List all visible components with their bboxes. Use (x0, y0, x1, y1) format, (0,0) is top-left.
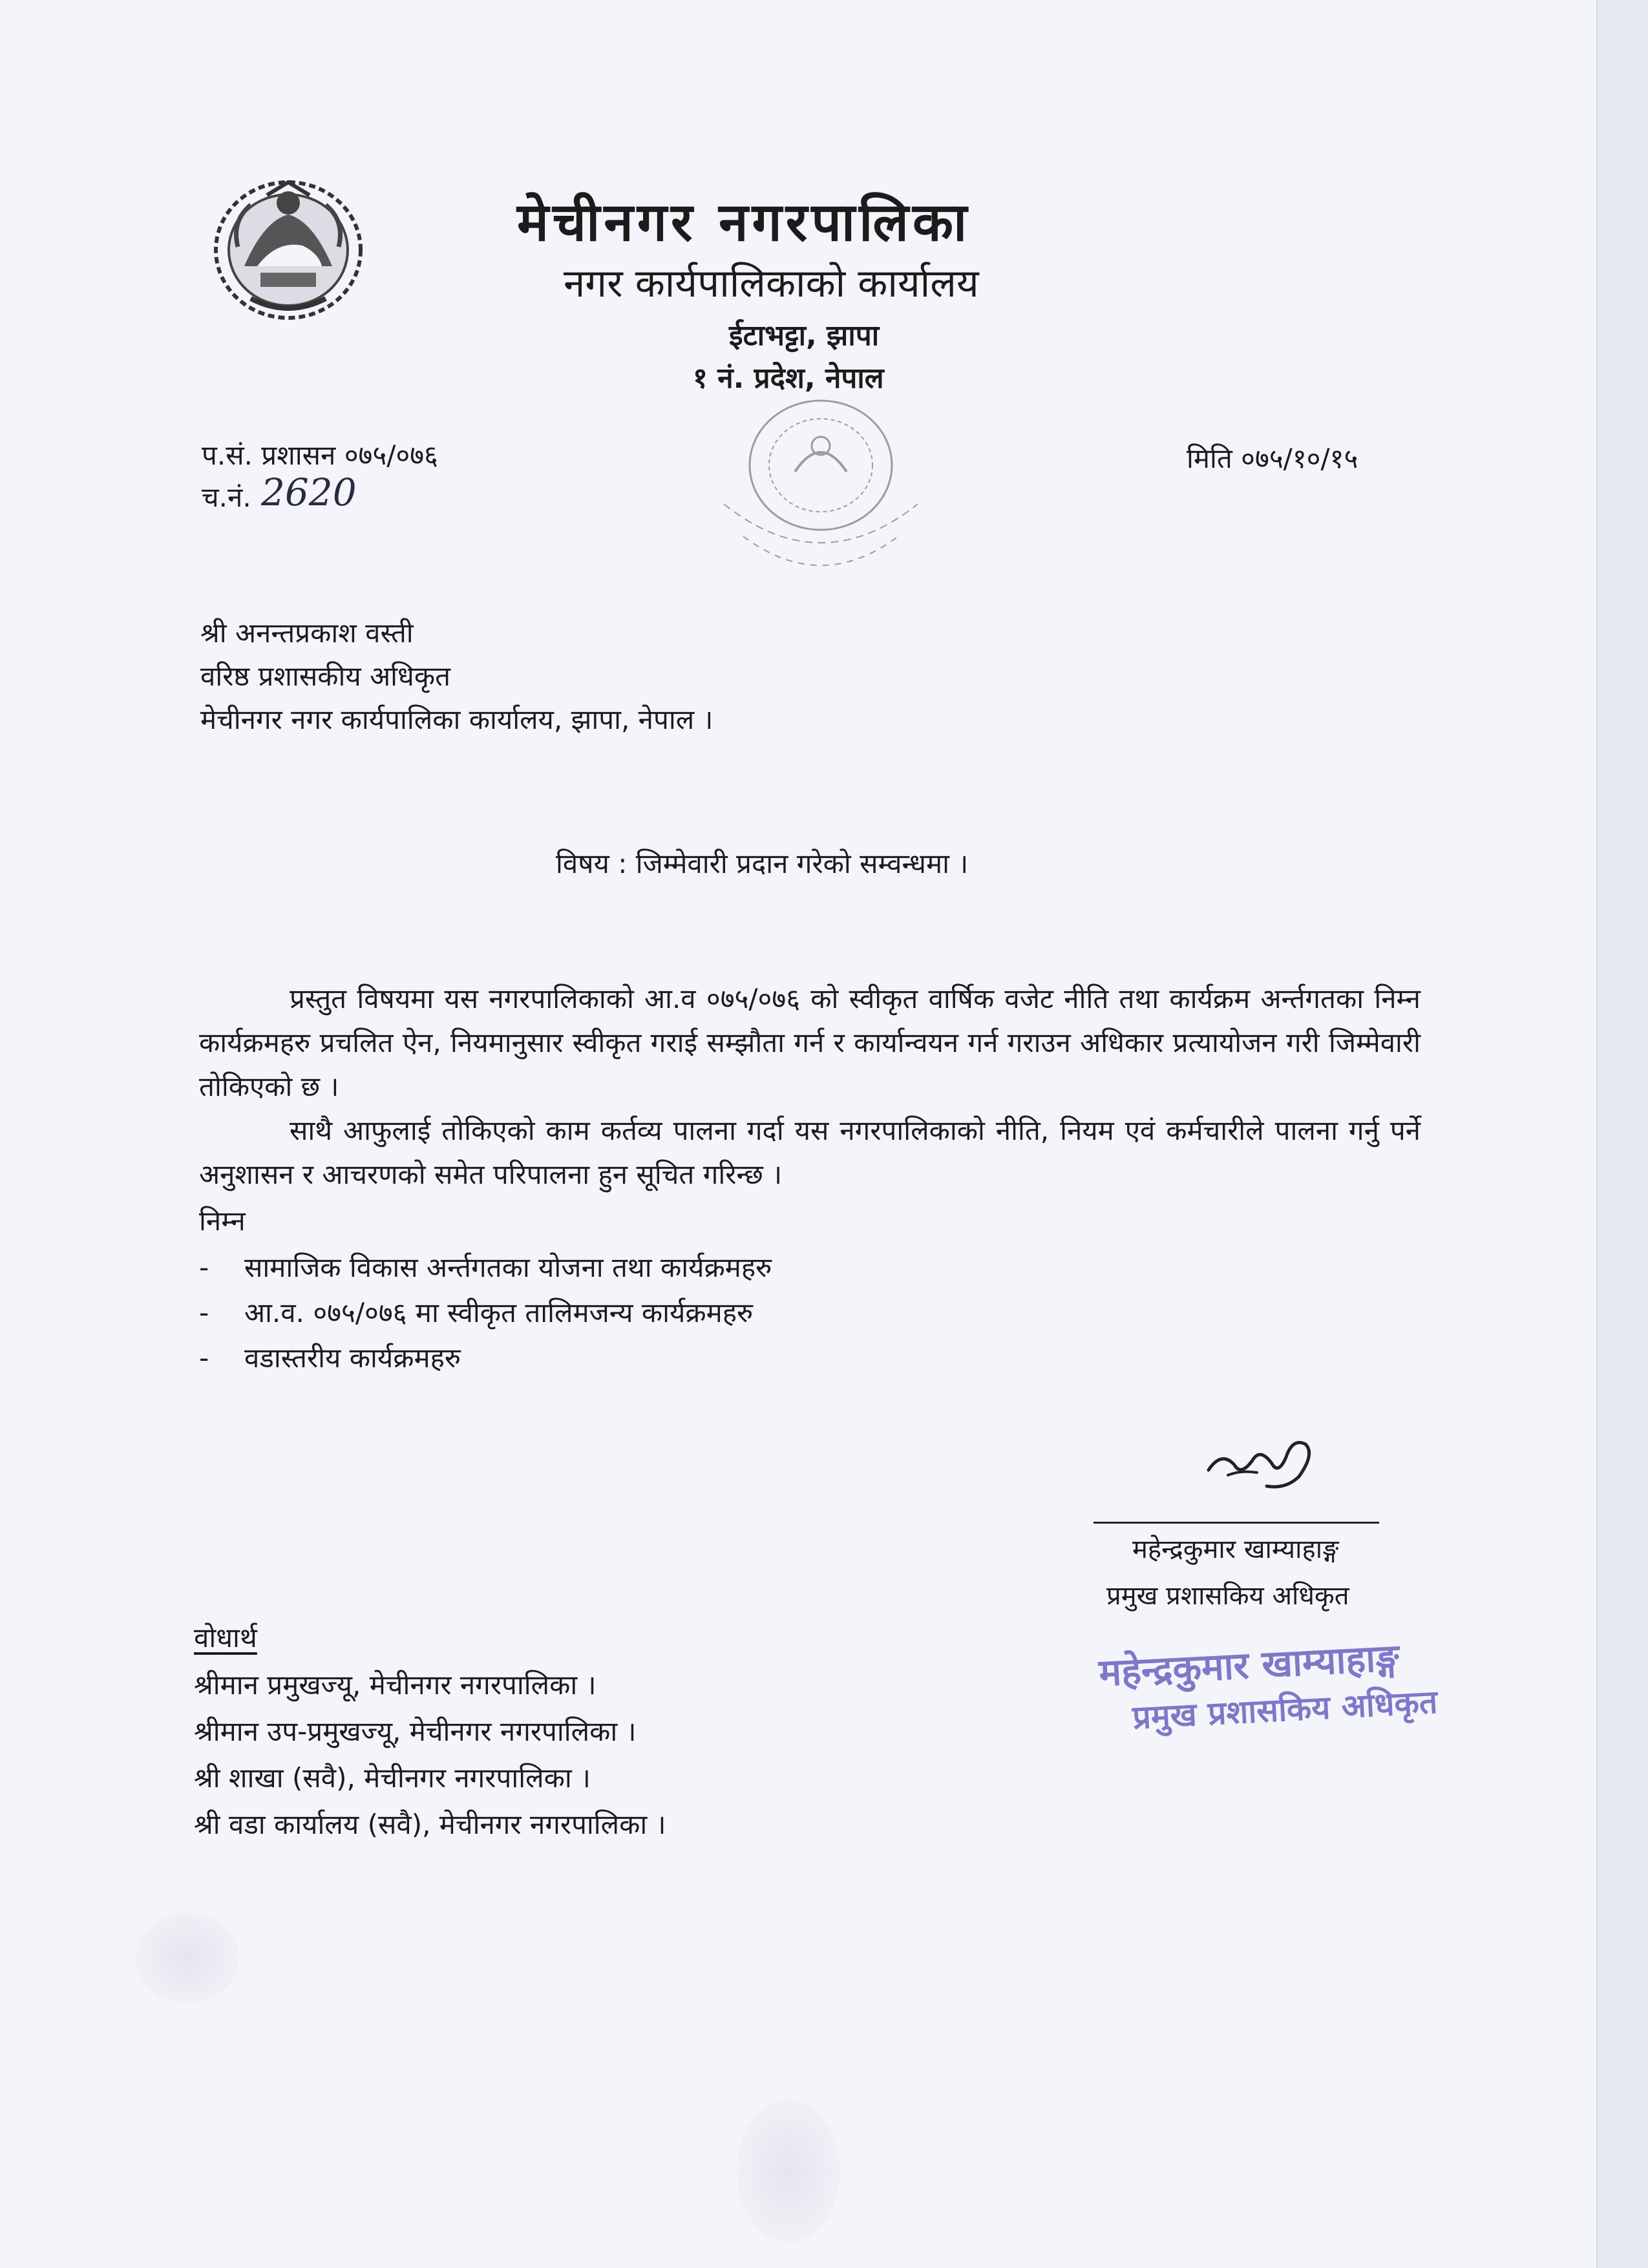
recipient-name: श्री अनन्तप्रकाश वस्ती (200, 617, 414, 649)
cc-item: श्रीमान उप-प्रमुखज्यू, मेचीनगर नगरपालिका । (194, 1716, 637, 1747)
stamp-signatory-name: महेन्द्रकुमार खाम्याहाङ्ग (1097, 1635, 1400, 1696)
list-marker: - (199, 1342, 209, 1374)
cc-heading: वोधार्थ (194, 1622, 257, 1654)
fingerprint-smudge (136, 1913, 239, 2003)
fingerprint-smudge (737, 2100, 840, 2242)
address-line-2: १ नं. प्रदेश, नेपाल (693, 362, 884, 395)
stamp-signatory-title: प्रमुख प्रशासकिय अधिकृत (1131, 1683, 1439, 1737)
list-item (199, 1294, 753, 1330)
cc-item: श्री वडा कार्यालय (सवै), मेचीनगर नगरपालिका । (194, 1809, 666, 1840)
list-marker: - (199, 1252, 209, 1283)
letter-subject: विषय : जिम्मेवारी प्रदान गरेको सम्वन्धमा । (556, 848, 969, 879)
signatory-title: प्रमुख प्रशासकिय अधिकृत (1106, 1581, 1349, 1611)
signature-line (1093, 1522, 1379, 1524)
dispatch-number-handwritten: 2620 (261, 470, 357, 514)
office-name: नगर कार्यपालिकाको कार्यालय (564, 261, 979, 306)
list-item (199, 1339, 461, 1376)
municipality-title: मेचीनगर नगरपालिका (517, 192, 971, 253)
list-item-text: वडास्तरीय कार्यक्रमहरु (244, 1342, 461, 1374)
signatory-name: महेन्द्रकुमार खाम्याहाङ्ग (1132, 1535, 1339, 1564)
office-round-stamp-icon (698, 388, 944, 601)
list-marker: - (199, 1297, 209, 1328)
recipient-designation: वरिष्ठ प्रशासकीय अधिकृत (200, 660, 451, 692)
list-item-text: आ.व. ०७५/०७६ मा स्वीकृत तालिमजन्य कार्यक्रमहरु (244, 1297, 754, 1328)
body-paragraph-2: साथै आफुलाई तोकिएको काम कर्तव्य पालना गर्दा यस नगरपालिकाको नीति, नियम एवं कर्मचारीले पालना गर्नु पर्ने अनुशासन र आचरणको समेत परिपालना हुन सूचित गरिन्छ । (199, 1115, 1421, 1190)
list-item (199, 1248, 772, 1285)
nepal-government-emblem-icon (206, 169, 370, 328)
dispatch-number-label: च.नं. (202, 481, 251, 513)
address-line-1: ईटाभट्टा, झापा (729, 319, 880, 352)
scan-edge (1596, 0, 1648, 2268)
letter-date: मिति ०७५/१०/१५ (1187, 443, 1358, 474)
recipient-office: मेचीनगर नगर कार्यपालिका कार्यालय, झापा, नेपाल । (200, 704, 713, 735)
handwritten-signature-icon (1196, 1425, 1325, 1496)
list-item-text: सामाजिक विकास अर्न्तगतका योजना तथा कार्यक्रमहरु (244, 1252, 772, 1283)
body-paragraph-1: प्रस्तुत विषयमा यस नगरपालिकाको आ.व ०७५/०७६ को स्वीकृत वार्षिक वजेट नीति तथा कार्यक्रम अर्न्तगतका निम्न कार्यक्रमहरु प्रचलित ऐन, नियमानुसार स्वीकृत गराई सम्झौता गर्न र कार्यान्वयन गर्न गराउन अधिकार प्रत्यायोजन गरी जिम्मेवारी तोकिएको छ । (199, 983, 1421, 1102)
cc-item: श्री शाखा (सवै), मेचीनगर नगरपालिका । (194, 1762, 591, 1794)
list-heading: निम्न (199, 1205, 246, 1237)
cc-item: श्रीमान प्रमुखज्यू, मेचीनगर नगरपालिका । (194, 1669, 597, 1701)
letter-reference-number: प.सं. प्रशासन ०७५/०७६ (202, 439, 438, 471)
